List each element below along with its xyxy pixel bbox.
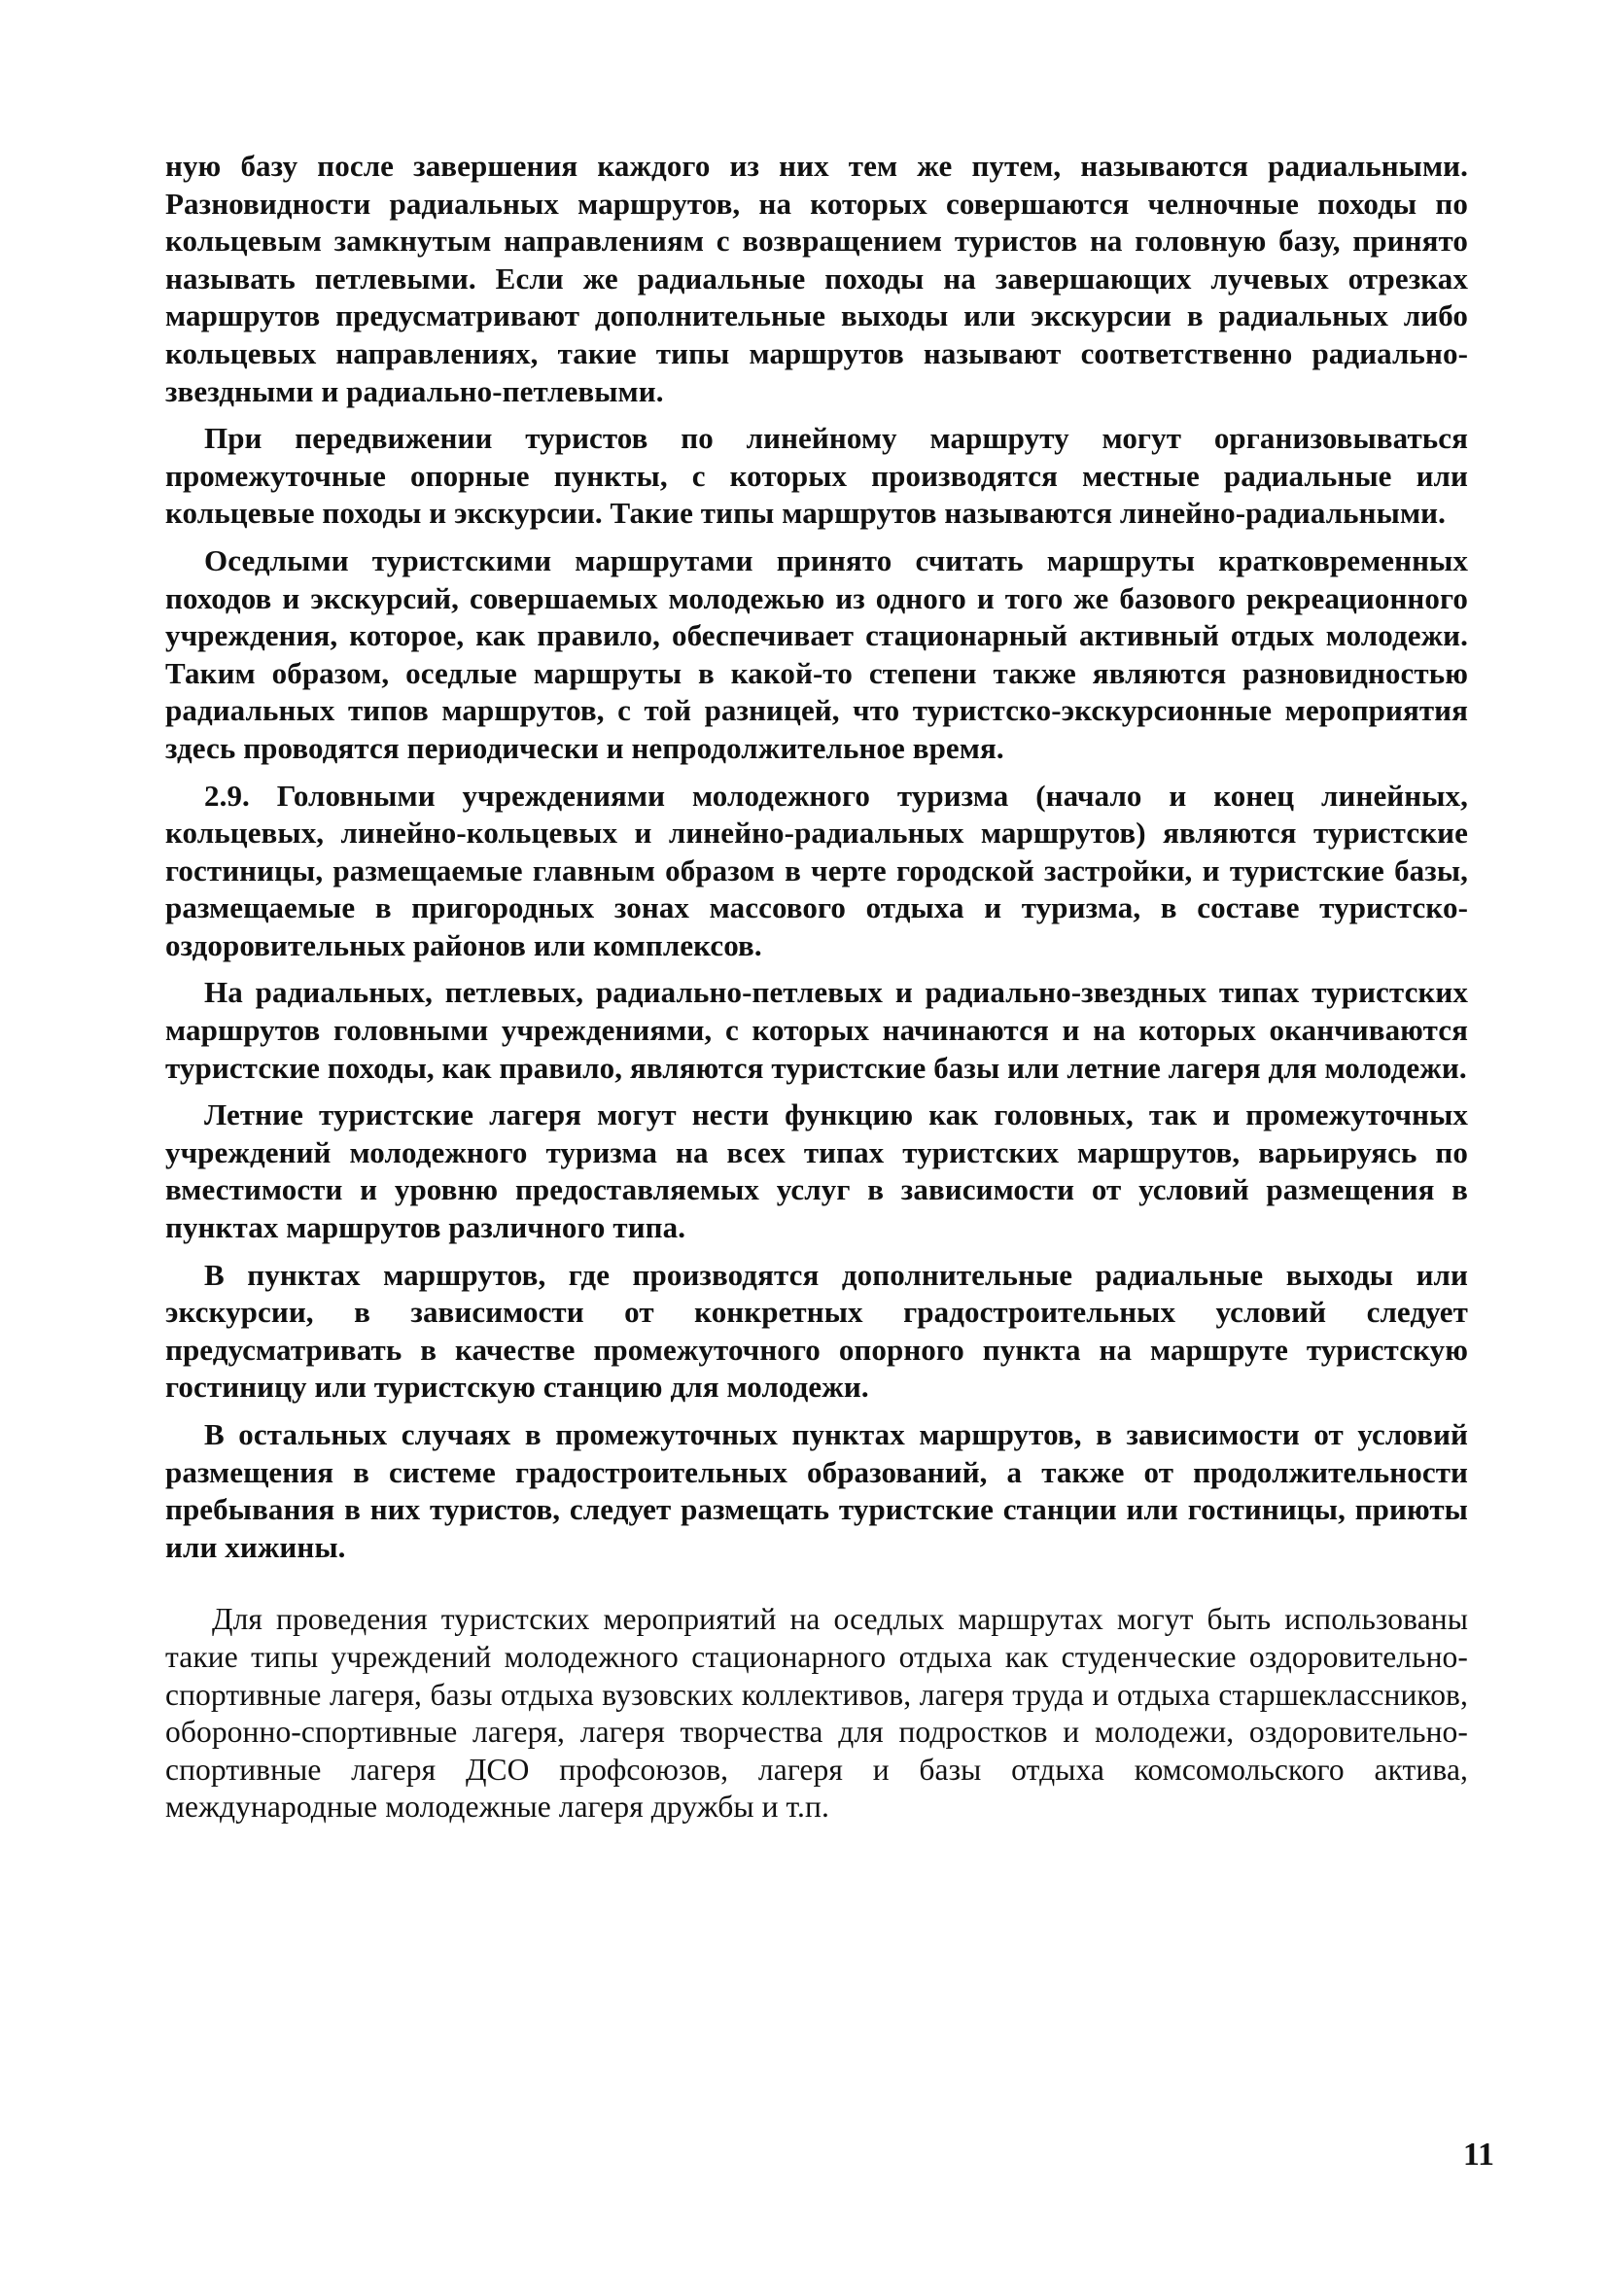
paragraph-settled-institutions: Для проведения туристских мероприятий на оседлых маршрутах могут быть использованы такие типы учреждений молодежного стационарного отдыха как студенческие оздоровительно-спортивные лагеря, базы отдыха вузовских коллективов, лагеря труда и отдыха старшеклассников, оборонно-спортивные лагеря, лагеря творчества для подростков и молодежи, оздоровительно-спортивные лагеря ДСО профсоюзов, лагеря и базы отдыха комсомольского актива, международные молодежные лагеря дружбы и т.п. — [165, 1602, 1468, 1825]
paragraph-settled-routes: Оседлыми туристскими маршрутами принято считать маршруты кратковременных походов и экскурсий, совершаемых молодежью из одного и того же базового рекреационного учреждения, которое, как правило, обеспечивает стационарный активный отдых молодежи. Таким образом, оседлые маршруты в какой-то степени также являются разновидностью радиальных типов маршрутов, с той разницей, что туристско-экскурсионные мероприятия здесь проводятся периодически и непродолжительное время. — [165, 542, 1468, 765]
paragraph-head-institutions: На радиальных, петлевых, радиально-петлевых и радиально-звездных типах туристских маршрутов головными учреждениями, с которых начинаются и на которых оканчиваются туристские походы, как правило, являются туристские базы или летние лагеря для молодежи. — [165, 975, 1468, 1085]
page-body — [165, 148, 1468, 1826]
paragraph-summer-camps: Летние туристские лагеря могут нести функцию как головных, так и промежуточных учреждений молодежного туризма на всех типах туристских маршрутов, варьируясь по вместимости и уровню предоставляемых услуг в зависимости от условий размещения в пунктах маршрутов различного типа. — [165, 1097, 1468, 1245]
paragraph-linear-radial: При передвижении туристов по линейному маршруту могут организовываться промежуточные опорные пункты, с которых производятся местные радиальные или кольцевые походы и экскурсии. Такие типы маршрутов называются линейно-радиальными. — [165, 421, 1468, 531]
paragraph-section-2-9: 2.9. Головными учреждениями молодежного туризма (начало и конец линейных, кольцевых, линейно-кольцевых и линейно-радиальных маршрутов) являются туристские гостиницы, размещаемые главным образом в черте городской застройки, и туристские базы, размещаемые в пригородных зонах массового отдыха и туризма, в составе туристско-оздоровительных районов или комплексов. — [165, 778, 1468, 962]
paragraph-other-cases: В остальных случаях в промежуточных пунктах маршрутов, в зависимости от условий размещения в системе градостроительных образований, а также от продолжительности пребывания в них туристов, следует размещать туристские станции или гостиницы, приюты или хижины. — [165, 1417, 1468, 1564]
paragraph-route-points: В пунктах маршрутов, где производятся дополнительные радиальные выходы или экскурсии, в зависимости от конкретных градостроительных условий следует предусматривать в качестве промежуточного опорного пункта на маршруте туристскую гостиницу или туристскую станцию для молодежи. — [165, 1257, 1468, 1405]
paragraph-radial-routes: ную базу после завершения каждого из них тем же путем, называются радиальными. Разновидности радиальных маршрутов, на которых совершаются челночные походы по кольцевым замкнутым направлениям с возвращением туристов на головную базу, принято называть петлевыми. Если же радиальные походы на завершающих лучевых отрезках маршрутов предусматривают дополнительные выходы или экскурсии в радиальных либо кольцевых направлениях, такие типы маршрутов называют соответственно радиально-звездными и радиально-петлевыми. — [165, 149, 1468, 408]
page-number: 11 — [1462, 2137, 1494, 2173]
